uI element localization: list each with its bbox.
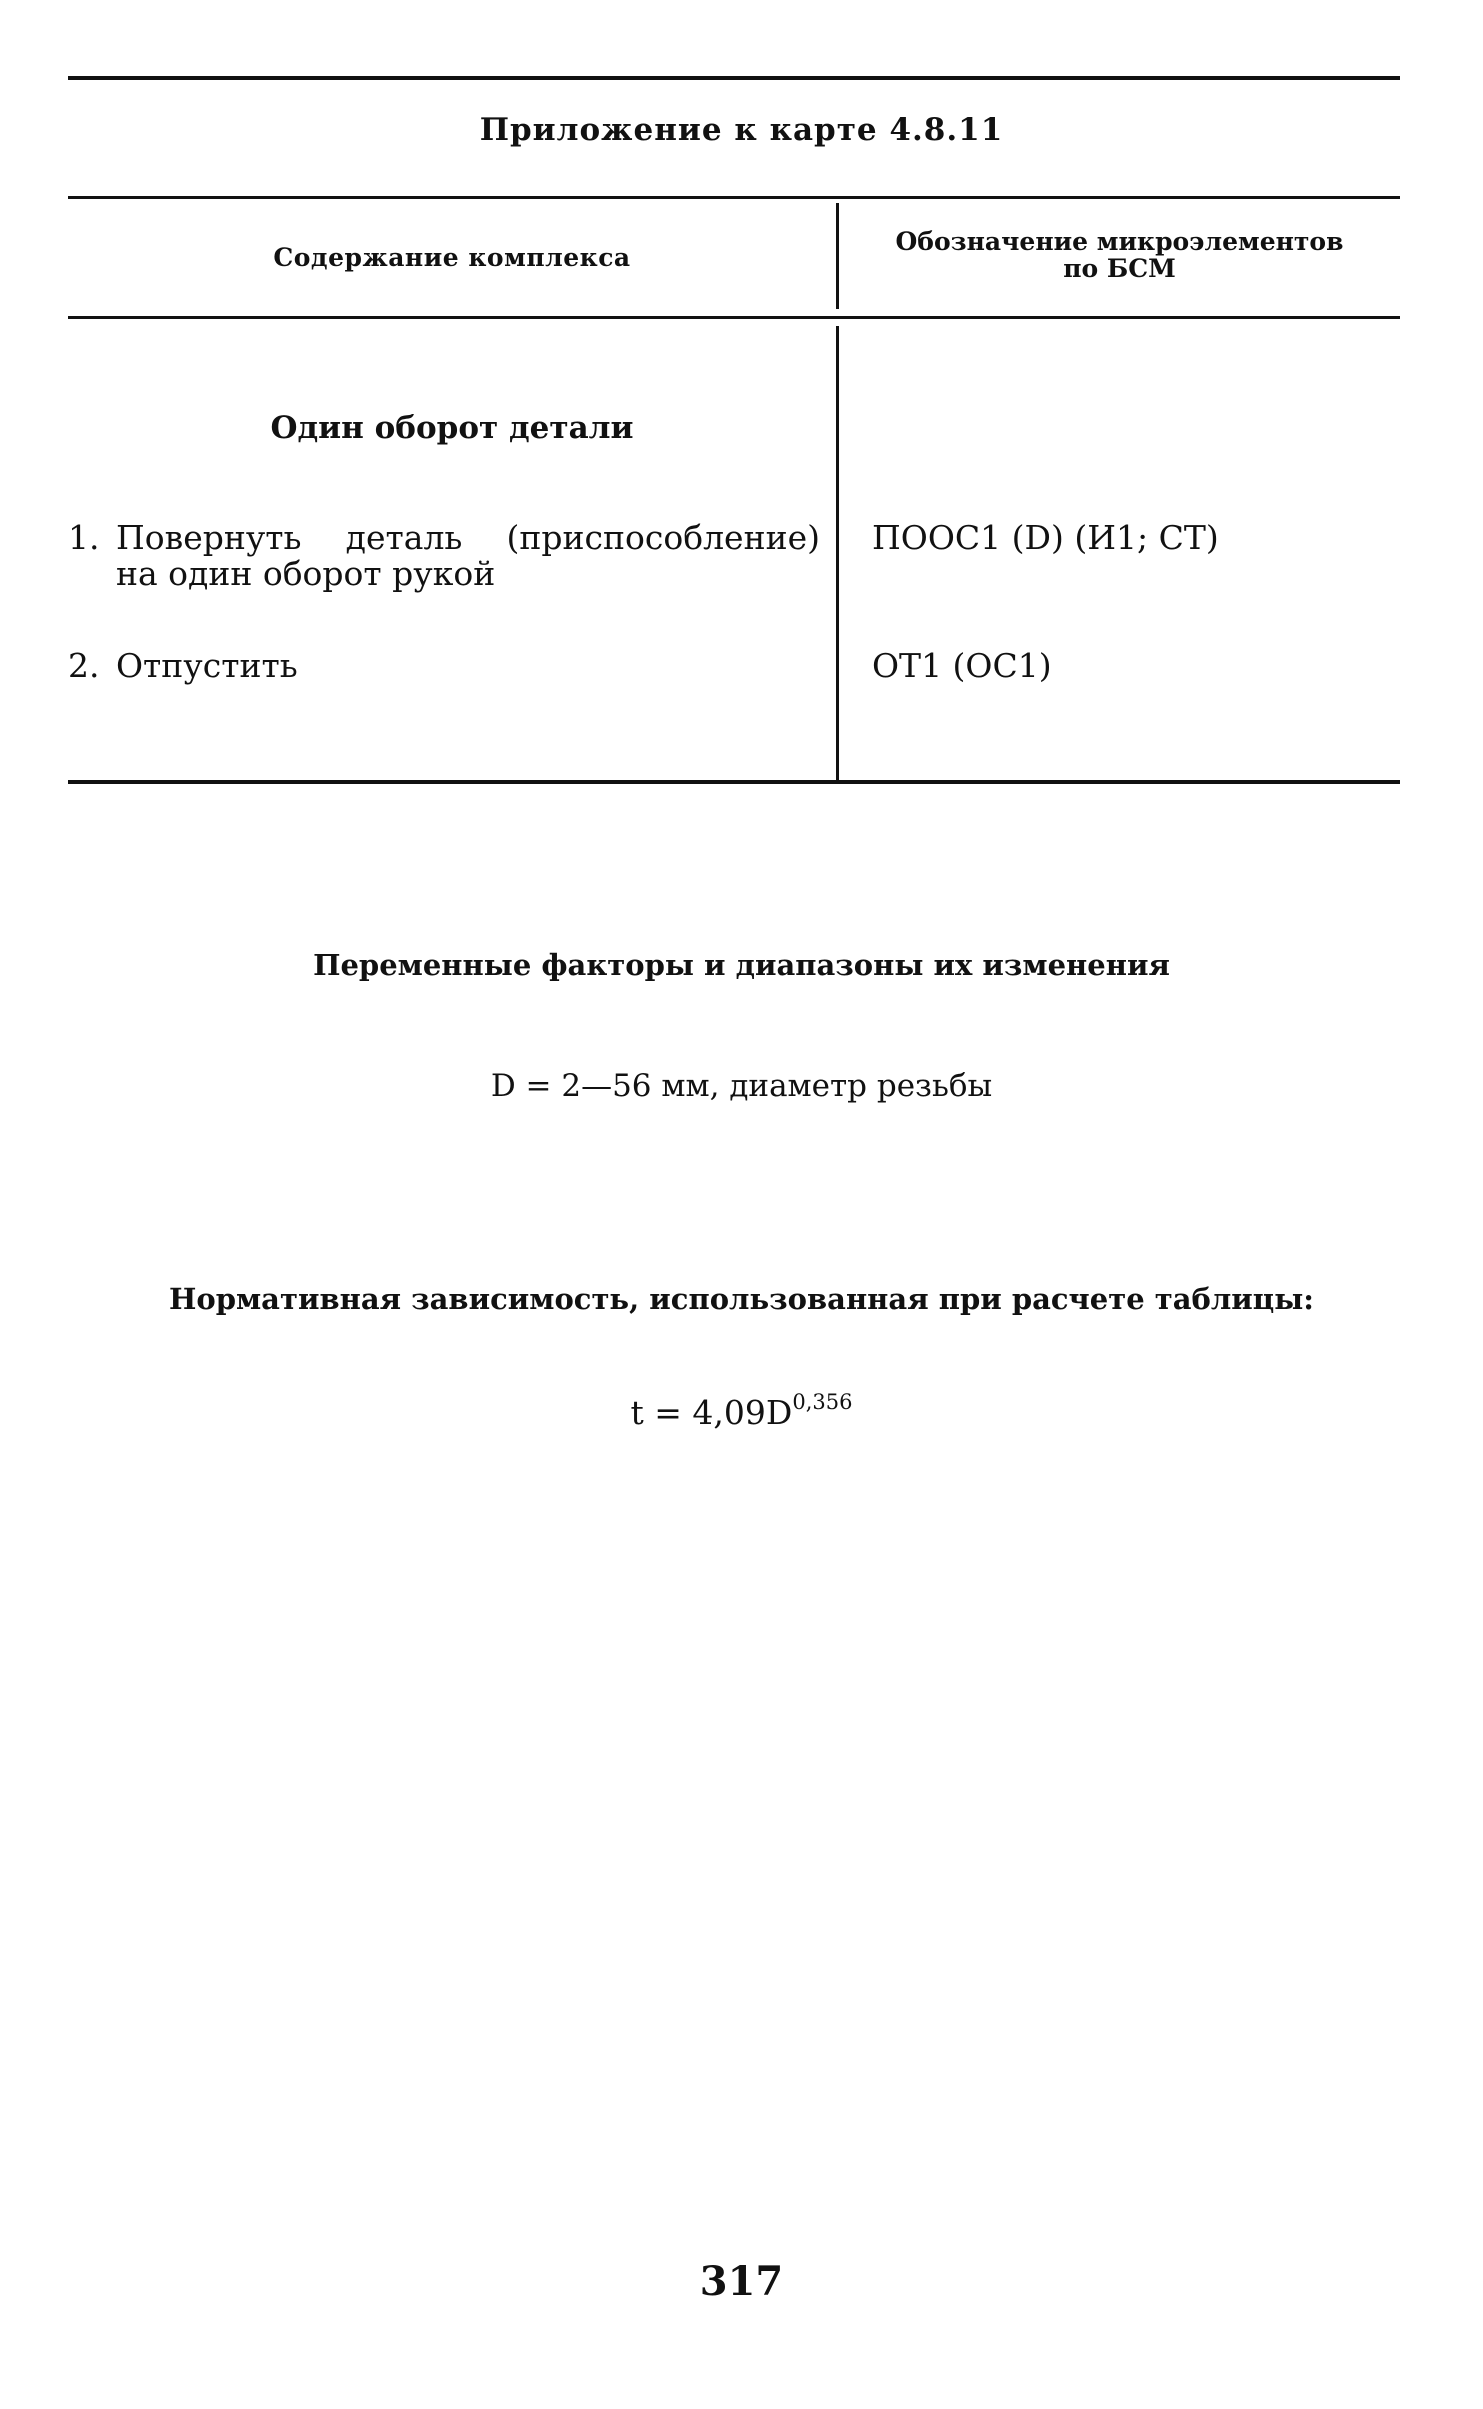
- row-word: (приспособление): [506, 518, 820, 557]
- page-number: 317: [699, 2258, 784, 2305]
- formula-exponent: 0,356: [792, 1390, 853, 1414]
- dependency-formula: [0, 1390, 1483, 1432]
- row-content: [116, 520, 820, 592]
- table-top-rule: [68, 196, 1400, 199]
- table-row: [68, 520, 820, 592]
- variable-factors-title: Переменные факторы и диапазоны их изменения: [313, 948, 1170, 982]
- row-number: 1.: [68, 518, 100, 557]
- row-content-line1: [116, 520, 820, 556]
- row-code: ОТ1 (ОС1): [872, 646, 1052, 685]
- row-word: деталь: [345, 518, 463, 557]
- table-bottom-rule: [68, 780, 1400, 784]
- table-section-title: Один оборот детали: [270, 410, 634, 446]
- row-content: Отпустить: [116, 646, 298, 685]
- column-header-designation-line2: по БСМ: [1063, 254, 1176, 283]
- column-header-designation-line1: Обозначение микроэлементов: [895, 227, 1344, 256]
- table-header-rule: [68, 316, 1400, 319]
- appendix-title: Приложение к карте 4.8.11: [479, 112, 1004, 148]
- row-word: Повернуть: [116, 518, 302, 557]
- row-content-line2: на один оборот рукой: [116, 554, 496, 593]
- body-column-divider: [836, 326, 839, 780]
- table-row: [68, 648, 820, 684]
- variable-factors-range: D = 2—56 мм, диаметр резьбы: [490, 1068, 993, 1104]
- top-rule: [68, 76, 1400, 80]
- row-number: 2.: [68, 646, 100, 685]
- row-code: ПООС1 (D) (И1; СТ): [872, 518, 1219, 557]
- column-header-content: Содержание комплекса: [273, 243, 631, 272]
- dependency-title: Нормативная зависимость, использованная при расчете таблицы:: [168, 1282, 1315, 1316]
- column-header-designation: [839, 228, 1400, 282]
- formula-base: t = 4,09D: [630, 1393, 793, 1432]
